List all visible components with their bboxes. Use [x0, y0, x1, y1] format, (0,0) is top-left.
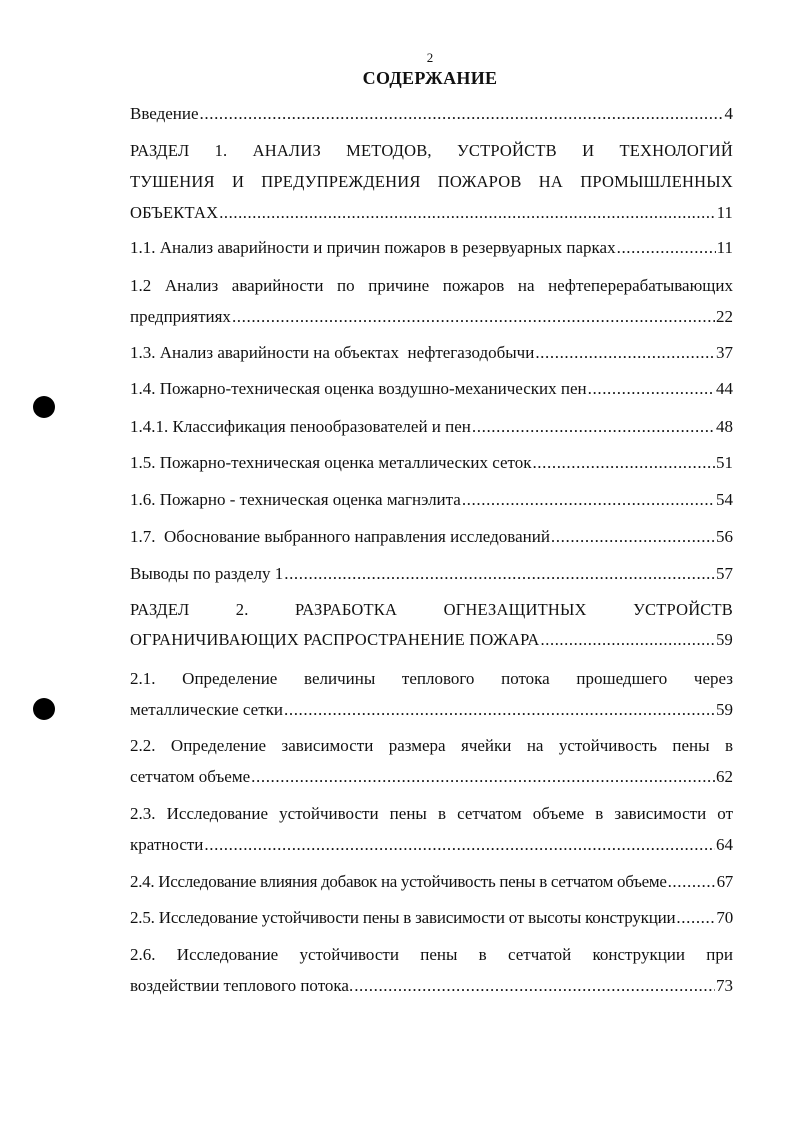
- toc-entry-title: 1.7. Обоснование выбранного направления исследований: [130, 527, 550, 546]
- toc-entry-2-3[interactable]: [130, 834, 733, 856]
- toc-page-number: 56: [716, 527, 733, 546]
- dot-leader: [284, 699, 715, 721]
- toc-entry-2-3-line-1[interactable]: 2.3. Исследование устойчивости пены в сетчатом объеме в зависимости от: [130, 804, 733, 823]
- toc-entry-1-3[interactable]: [130, 342, 733, 364]
- dot-leader: [251, 766, 715, 788]
- toc-entry-title: Выводы по разделу 1: [130, 564, 284, 583]
- toc-entry-2-2[interactable]: [130, 766, 733, 788]
- toc-entry-1-4-1[interactable]: [130, 416, 733, 438]
- punch-hole-bottom: [33, 698, 55, 720]
- toc-page-number: 48: [716, 417, 733, 436]
- toc-entry-1-5[interactable]: [130, 452, 733, 474]
- dot-leader: [617, 237, 716, 259]
- toc-section-2-line-1[interactable]: РАЗДЕЛ 2. РАЗРАБОТКА ОГНЕЗАЩИТНЫХ УСТРОЙСТВ: [130, 600, 733, 619]
- toc-page-number: 57: [716, 564, 733, 583]
- toc-entry-2-6-line-1[interactable]: 2.6. Исследование устойчивости пены в сетчатой конструкции при: [130, 945, 733, 964]
- toc-entry-title: 1.6. Пожарно - техническая оценка магнэлита: [130, 490, 461, 509]
- toc-entry-title: сетчатом объеме: [130, 767, 251, 786]
- dot-leader: [535, 342, 715, 364]
- toc-entry-title: кратности: [130, 835, 204, 854]
- page-title: СОДЕРЖАНИЕ: [362, 68, 498, 88]
- toc-entry-title: 1.4. Пожарно-техническая оценка воздушно-механических пен: [130, 379, 587, 398]
- toc-page-number: 11: [716, 203, 733, 222]
- toc-entry-title: 1.3. Анализ аварийности на объектах нефтегазодобычи: [130, 343, 535, 362]
- toc-entry-title: 2.5. Исследование устойчивости пены в зависимости от высоты конструкции: [130, 908, 676, 927]
- page-number: 2: [426, 50, 434, 65]
- toc-entry-title: 1.4.1. Классификация пенообразователей и пен: [130, 417, 471, 436]
- dot-leader: [354, 975, 715, 997]
- toc-entry-1-4[interactable]: [130, 378, 733, 400]
- toc-entry-title: 1.1. Анализ аварийности и причин пожаров в резервуарных парках: [130, 238, 616, 257]
- toc-page-number: 59: [716, 700, 733, 719]
- toc-entry-title: 2.4. Исследование влияния добавок на устойчивость пены в сетчатом объеме: [130, 872, 667, 891]
- toc-page-number: 67: [716, 872, 733, 891]
- toc-entry-1-7[interactable]: [130, 526, 733, 548]
- dot-leader: [200, 103, 724, 125]
- toc-section-1-last-line[interactable]: [130, 202, 733, 224]
- toc-page-number: 22: [716, 307, 733, 326]
- punch-hole-top: [33, 396, 55, 418]
- toc-entry-1-2-line-1[interactable]: 1.2 Анализ аварийности по причине пожаров на нефтеперерабатывающих: [130, 276, 733, 295]
- toc-entry-1-2[interactable]: [130, 306, 733, 328]
- toc-page-number: 54: [716, 490, 733, 509]
- toc-page-number: 37: [716, 343, 733, 362]
- toc-page-number: 11: [716, 238, 733, 257]
- dot-leader: [232, 306, 715, 328]
- toc-entry-conclusions-1[interactable]: [130, 563, 733, 585]
- toc-entry-title: ОГРАНИЧИВАЮЩИХ РАСПРОСТРАНЕНИЕ ПОЖАРА: [130, 630, 540, 649]
- toc-page-number: 70: [716, 908, 733, 927]
- toc-entry-2-1[interactable]: [130, 699, 733, 721]
- toc-page-number: 73: [716, 976, 733, 995]
- toc-page-number: 51: [716, 453, 733, 472]
- toc-entry-title: ОБЪЕКТАХ: [130, 203, 219, 222]
- toc-entry-2-1-line-1[interactable]: 2.1. Определение величины теплового потока прошедшего через: [130, 669, 733, 688]
- dot-leader: [219, 202, 716, 224]
- toc-page-number: 44: [716, 379, 733, 398]
- dot-leader: [204, 834, 715, 856]
- toc-page-number: 62: [716, 767, 733, 786]
- toc-entry-title: металлические сетки: [130, 700, 283, 719]
- dot-leader: [472, 416, 715, 438]
- toc-section-1-line-2[interactable]: ТУШЕНИЯ И ПРЕДУПРЕЖДЕНИЯ ПОЖАРОВ НА ПРОМЫШЛЕННЫХ: [130, 172, 733, 191]
- toc-entry-introduction[interactable]: [130, 103, 733, 125]
- toc-entry-1-1[interactable]: [130, 237, 733, 259]
- dot-leader: [588, 378, 715, 400]
- dot-leader: [462, 489, 715, 511]
- toc-entry-title: Введение: [130, 104, 199, 123]
- toc-entry-1-6[interactable]: [130, 489, 733, 511]
- toc-entry-2-2-line-1[interactable]: 2.2. Определение зависимости размера ячейки на устойчивость пены в: [130, 736, 733, 755]
- toc-entry-2-4[interactable]: [130, 871, 733, 893]
- dot-leader: [284, 563, 715, 585]
- dot-leader: [541, 629, 716, 651]
- toc-entry-2-5[interactable]: [130, 907, 733, 929]
- toc-page-number: 64: [716, 835, 733, 854]
- toc-entry-title: воздействии теплового потока.: [130, 976, 354, 995]
- toc-entry-title: 1.5. Пожарно-техническая оценка металлических сеток: [130, 453, 532, 472]
- dot-leader: [532, 452, 715, 474]
- toc-section-1-line-1[interactable]: РАЗДЕЛ 1. АНАЛИЗ МЕТОДОВ, УСТРОЙСТВ И ТЕХНОЛОГИЙ: [130, 141, 733, 160]
- toc-entry-title: предприятиях: [130, 307, 231, 326]
- toc-section-2-last-line[interactable]: [130, 629, 733, 651]
- dot-leader: [668, 871, 716, 893]
- toc-page-number: 4: [724, 104, 733, 123]
- dot-leader: [676, 907, 715, 929]
- dot-leader: [551, 526, 715, 548]
- toc-entry-2-6[interactable]: [130, 975, 733, 997]
- toc-page-number: 59: [716, 630, 733, 649]
